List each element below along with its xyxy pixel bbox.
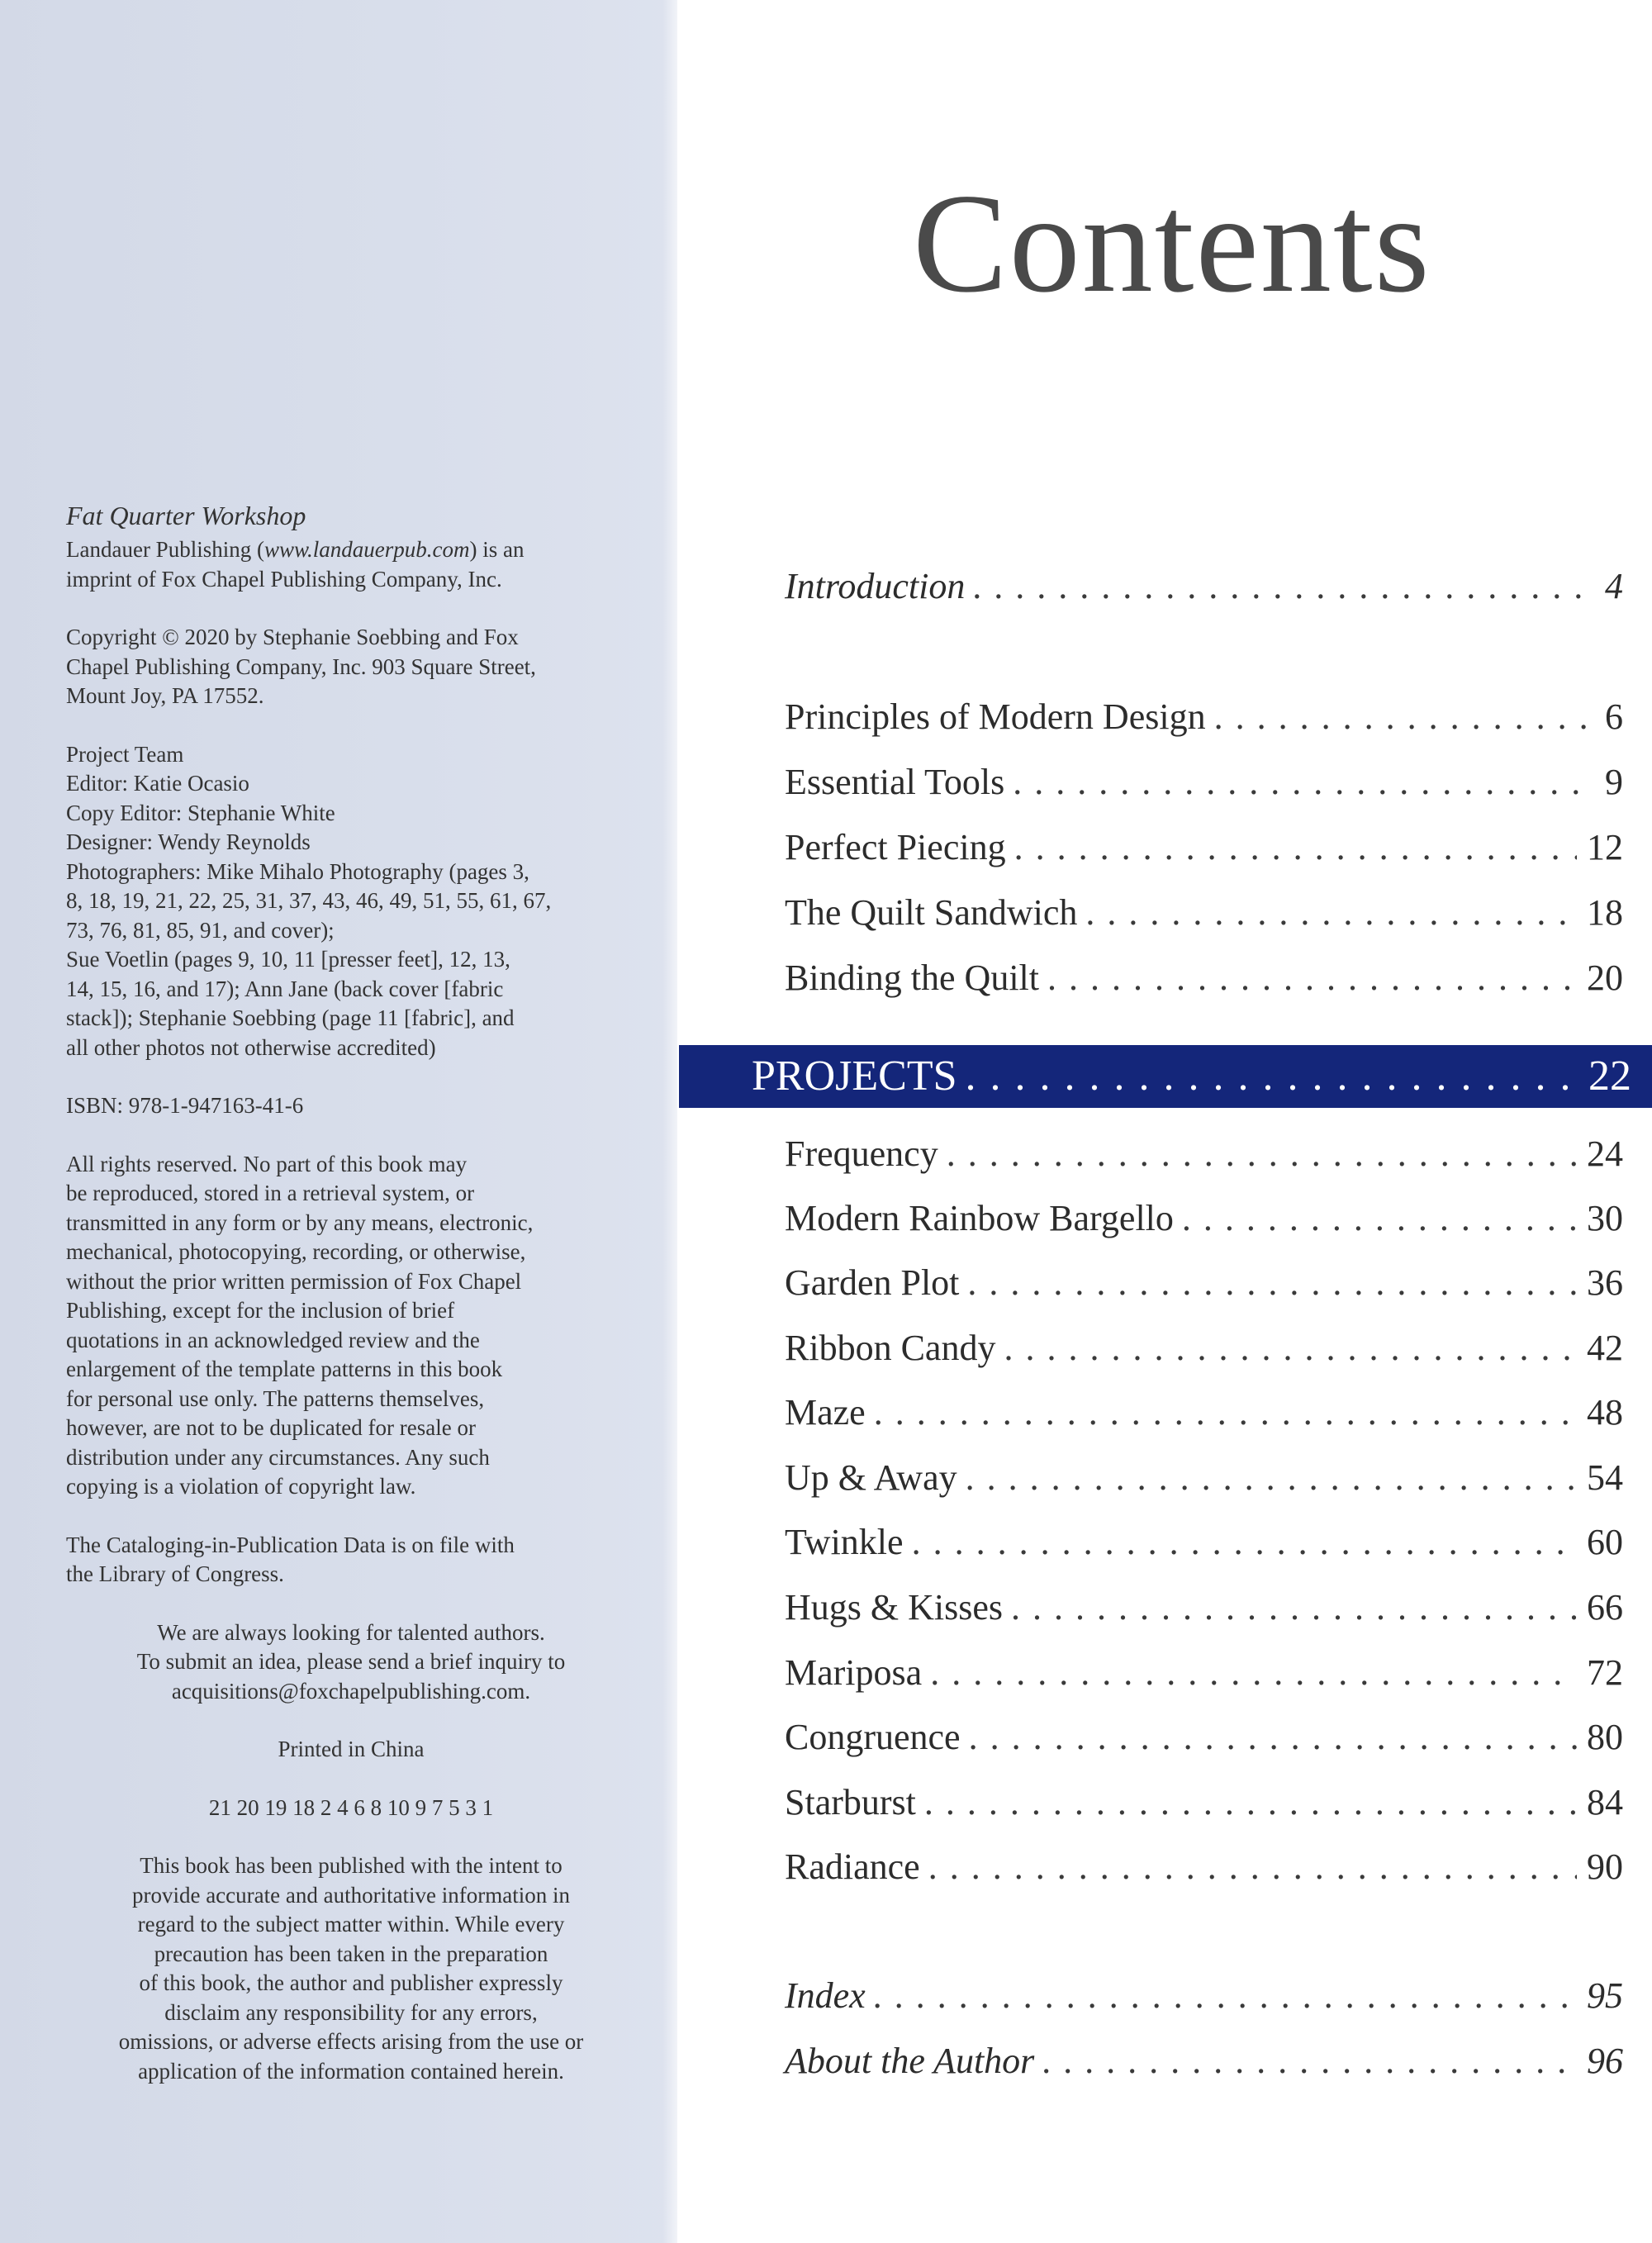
cataloging-note: The Cataloging-in-Publication Data is on file with the Library of Congress. bbox=[66, 1532, 515, 1586]
toc-label: Ribbon Candy bbox=[785, 1328, 996, 1368]
toc-label: The Quilt Sandwich bbox=[785, 892, 1078, 933]
dot-leader bbox=[874, 1971, 1577, 2021]
toc-label: Starburst bbox=[785, 1782, 916, 1822]
toc-entry-radiance[interactable] bbox=[785, 1842, 1623, 1892]
toc-label: Index bbox=[785, 1975, 866, 2016]
dot-leader bbox=[967, 1258, 1577, 1308]
toc-entry-garden-plot[interactable] bbox=[785, 1258, 1623, 1308]
toc-page: 36 bbox=[1587, 1262, 1623, 1303]
toc-entry-principles[interactable] bbox=[785, 692, 1623, 742]
book-title: Fat Quarter Workshop bbox=[66, 501, 306, 530]
toc-label: Introduction bbox=[785, 566, 966, 606]
toc-label: About the Author bbox=[785, 2041, 1035, 2081]
toc-label: Twinkle bbox=[785, 1522, 904, 1562]
dot-leader bbox=[912, 1518, 1577, 1567]
toc-page: 72 bbox=[1587, 1652, 1623, 1693]
dot-leader bbox=[1047, 953, 1577, 1003]
toc-page: 66 bbox=[1587, 1587, 1623, 1628]
dot-leader bbox=[1011, 1583, 1577, 1632]
toc-page: 30 bbox=[1587, 1198, 1623, 1238]
dot-leader bbox=[1182, 1194, 1577, 1243]
toc-page: 90 bbox=[1587, 1846, 1623, 1887]
imprint-line-2: imprint of Fox Chapel Publishing Company, Inc. bbox=[66, 566, 502, 592]
dot-leader bbox=[966, 1453, 1577, 1503]
toc-entry-mariposa[interactable] bbox=[785, 1648, 1623, 1698]
toc-page: 42 bbox=[1587, 1328, 1623, 1368]
dot-leader bbox=[928, 1842, 1577, 1892]
copyright-text bbox=[66, 496, 644, 2115]
toc-page: 24 bbox=[1587, 1133, 1623, 1174]
panel-edge bbox=[662, 0, 677, 2243]
toc-entry-starburst[interactable] bbox=[785, 1778, 1623, 1827]
toc-entry-index[interactable] bbox=[785, 1971, 1623, 2021]
toc-entry-binding[interactable] bbox=[785, 953, 1623, 1003]
dot-leader bbox=[947, 1129, 1577, 1179]
toc-label: Maze bbox=[785, 1392, 866, 1433]
dot-leader bbox=[1085, 888, 1577, 938]
dot-leader bbox=[874, 1388, 1577, 1438]
toc-label: Up & Away bbox=[785, 1457, 957, 1498]
toc-label: Mariposa bbox=[785, 1652, 923, 1693]
toc-label: Principles of Modern Design bbox=[785, 696, 1206, 737]
project-team-credits: Project Team Editor: Katie Ocasio Copy Editor: Stephanie White Designer: Wendy Reynolds Photographers: Mike Mihalo Photography (pages 3, 8, 18, 19, 21, 22, 25, 31, 37, 43, 46, 49, 51, 55, 61, 67, 73, 76, 81, 85, 91, and cover); Sue Voetlin (pages 9, 10, 11 [presser feet], 12, 13, 14, 15, 16, and 17); Ann Jane (back cover [fabric stack]); Stephanie Soebbing (page 11 [fabric], and all other photos not otherwise accredited) bbox=[66, 741, 552, 1060]
dot-leader bbox=[969, 1713, 1577, 1762]
toc-entry-hugs-and-kisses[interactable] bbox=[785, 1583, 1623, 1632]
toc-page: 84 bbox=[1587, 1782, 1623, 1822]
toc-page: 54 bbox=[1587, 1457, 1623, 1498]
imprint-block bbox=[66, 496, 644, 594]
print-run: 21 20 19 18 2 4 6 8 10 9 7 5 3 1 bbox=[208, 1794, 494, 1820]
toc-page: 48 bbox=[1587, 1392, 1623, 1433]
toc-label: Garden Plot bbox=[785, 1262, 960, 1303]
dot-leader bbox=[1214, 692, 1595, 742]
toc-page: 9 bbox=[1605, 762, 1623, 802]
toc-label: Modern Rainbow Bargello bbox=[785, 1198, 1174, 1238]
toc-page: 18 bbox=[1587, 892, 1623, 933]
dot-leader bbox=[1013, 758, 1595, 807]
toc-page: 4 bbox=[1605, 566, 1623, 606]
toc-label: Perfect Piecing bbox=[785, 827, 1006, 867]
toc-page: 22 bbox=[1588, 1053, 1631, 1100]
toc-label: Essential Tools bbox=[785, 762, 1005, 802]
toc-page: 12 bbox=[1587, 827, 1623, 867]
toc-page: 96 bbox=[1587, 2041, 1623, 2081]
toc-entry-about-author[interactable] bbox=[785, 2036, 1623, 2086]
toc-entry-congruence[interactable] bbox=[785, 1713, 1623, 1762]
toc-label: PROJECTS bbox=[752, 1053, 957, 1100]
toc-page: 80 bbox=[1587, 1717, 1623, 1757]
toc-label: Frequency bbox=[785, 1133, 938, 1174]
copyright-notice: Copyright © 2020 by Stephanie Soebbing and Fox Chapel Publishing Company, Inc. 903 Square Street, Mount Joy, PA 17552. bbox=[66, 625, 536, 708]
toc-entry-essential-tools[interactable] bbox=[785, 758, 1623, 807]
dot-leader bbox=[973, 562, 1595, 611]
toc-entry-frequency[interactable] bbox=[785, 1129, 1623, 1179]
toc-entry-twinkle[interactable] bbox=[785, 1518, 1623, 1567]
acquisitions-email[interactable]: acquisitions@foxchapelpublishing.com. bbox=[171, 1678, 531, 1704]
dot-leader bbox=[924, 1778, 1577, 1827]
dot-leader bbox=[966, 1052, 1578, 1101]
copyright-panel bbox=[0, 0, 677, 2243]
toc-page: 60 bbox=[1587, 1522, 1623, 1562]
toc-label: Hugs & Kisses bbox=[785, 1587, 1004, 1628]
toc-entry-introduction[interactable] bbox=[785, 562, 1623, 611]
authors-call: We are always looking for talented authors. To submit an idea, please send a brief inquiry to acquisitions@foxchapelpublishing.com. bbox=[66, 1618, 636, 1707]
toc-entry-maze[interactable] bbox=[785, 1388, 1623, 1438]
disclaimer: This book has been published with the intent to provide accurate and authoritative information in regard to the subject matter within. While every precaution has been taken in the preparation of this book, the author and publisher expressly disclaim any responsibility for any errors, omissions, or adverse effects arising from the use or application of the information contained herein. bbox=[118, 1853, 584, 2084]
toc-entry-quilt-sandwich[interactable] bbox=[785, 888, 1623, 938]
toc-entry-rainbow-bargello[interactable] bbox=[785, 1194, 1623, 1243]
toc-label: Radiance bbox=[785, 1846, 920, 1887]
dot-leader bbox=[1014, 823, 1577, 872]
toc-entry-projects[interactable] bbox=[752, 1052, 1631, 1101]
dot-leader bbox=[930, 1648, 1577, 1698]
imprint-line: Landauer Publishing (www.landauerpub.com) is an bbox=[66, 537, 525, 562]
contents-heading: Contents bbox=[913, 165, 1431, 322]
toc-entry-perfect-piecing[interactable] bbox=[785, 823, 1623, 872]
toc-label: Binding the Quilt bbox=[785, 958, 1039, 998]
toc-page: 20 bbox=[1587, 958, 1623, 998]
toc-page: 95 bbox=[1587, 1975, 1623, 2016]
rights-statement: All rights reserved. No part of this book may be reproduced, stored in a retrieval system, or transmitted in any form or by any means, electronic, mechanical, photocopying, recording, or otherwise, without the prior written permission of Fox Chapel Publishing, except for the inclusion of brief quotations in an acknowledged review and the enlargement of the template patterns in this book for personal use only. The patterns themselves, however, are not to be duplicated for resale or distribution under any circumstances. Any such copying is a violation of copyright law. bbox=[66, 1151, 534, 1499]
printed-in: Printed in China bbox=[278, 1737, 425, 1761]
isbn: ISBN: 978-1-947163-41-6 bbox=[66, 1093, 304, 1118]
toc-entry-up-and-away[interactable] bbox=[785, 1453, 1623, 1503]
projects-section-band bbox=[679, 1045, 1652, 1108]
dot-leader bbox=[1042, 2036, 1577, 2086]
toc-label: Congruence bbox=[785, 1717, 961, 1757]
dot-leader bbox=[1004, 1323, 1577, 1373]
toc-entry-ribbon-candy[interactable] bbox=[785, 1323, 1623, 1373]
publisher-url[interactable]: www.landauerpub.com bbox=[263, 537, 470, 562]
toc-page: 6 bbox=[1605, 696, 1623, 737]
